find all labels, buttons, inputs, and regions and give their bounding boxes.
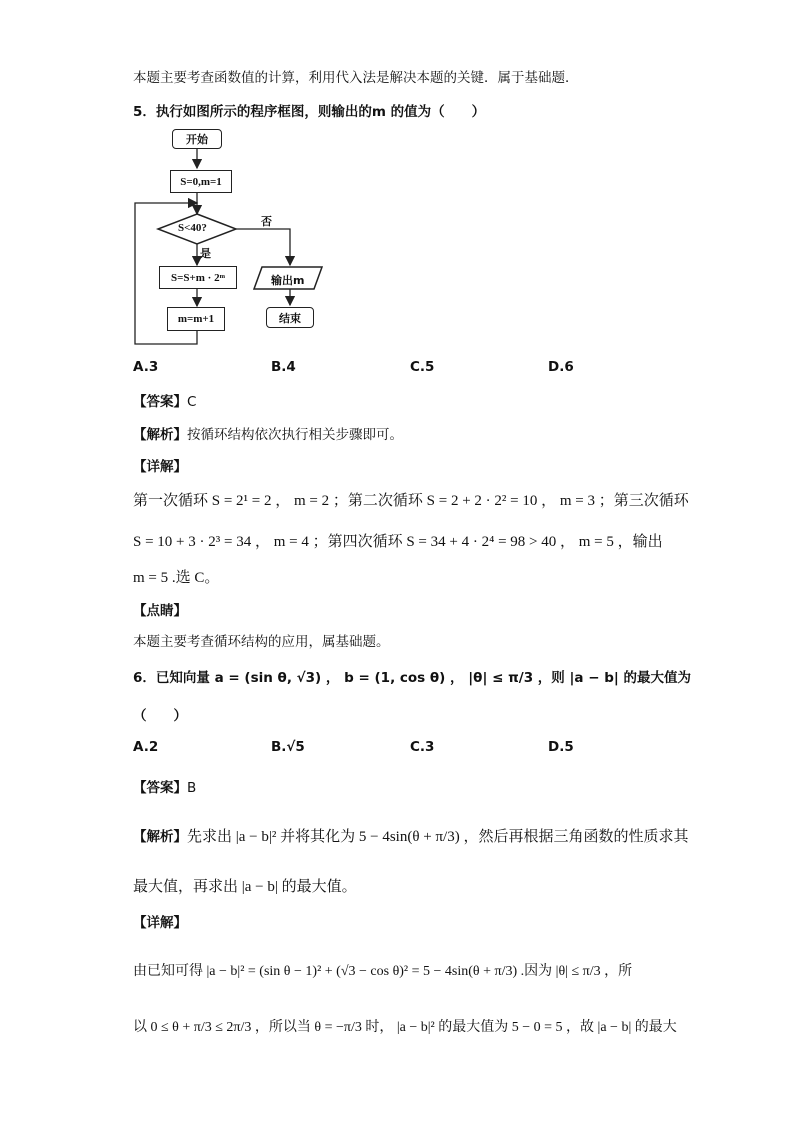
q5-detail-line-2: S = 10 + 3 · 2³ = 34 ， m = 4 ；第四次循环 S = 34 + 4 · 2⁴ = 98 > 40 ， m = 5 ，输出 bbox=[133, 534, 663, 550]
q6-detail-line-1: 由已知可得 |a − b|² = (sin θ − 1)² + (√3 − cos θ)² = 5 − 4sin(θ + π/3) .因为 |θ| ≤ π/3 ，所 bbox=[133, 964, 633, 979]
q6-analysis-line-1 bbox=[133, 825, 688, 846]
q5-option-b: B.4 bbox=[271, 359, 296, 375]
flow-no-label: 否 bbox=[261, 215, 272, 228]
flow-cond: S<40? bbox=[178, 222, 207, 234]
flow-yes-label: 是 bbox=[200, 247, 211, 260]
q6-answer bbox=[133, 776, 196, 796]
q5-analysis-text: 按循环结构依次执行相关步骤即可。 bbox=[187, 427, 403, 443]
flow-update: S=S+m · 2ᵐ bbox=[159, 266, 237, 289]
q6-answer-value: B bbox=[187, 780, 197, 796]
q6-analysis-line-2: 最大值，再求出 |a − b| 的最大值。 bbox=[133, 879, 357, 895]
q6-title: 6．已知向量 a = (sin θ, √3) ， b = (1, cos θ) ， |θ| ≤ π/3 ，则 |a − b| 的最大值为 bbox=[133, 670, 692, 686]
q6-option-b: B.√5 bbox=[271, 739, 305, 755]
q5-title: 5．执行如图所示的程序框图，则输出的m 的值为（ ） bbox=[133, 104, 486, 120]
q5-answer bbox=[133, 390, 196, 410]
q5-analysis bbox=[133, 423, 403, 443]
q6-analysis-text-1: 先求出 |a − b|² 并将其化为 5 − 4sin(θ + π/3) ，然后再根据三角函数的性质求其 bbox=[187, 829, 689, 845]
intro-text: 本题主要考查函数值的计算，利用代入法是解决本题的关键．属于基础题． bbox=[133, 70, 579, 86]
q6-answer-label: 【答案】 bbox=[133, 780, 187, 796]
q5-answer-value: C bbox=[187, 394, 197, 410]
q5-analysis-label: 【解析】 bbox=[133, 427, 187, 443]
q5-answer-label: 【答案】 bbox=[133, 394, 187, 410]
q5-detail-line-3: m = 5 .选 C。 bbox=[133, 570, 220, 586]
flowchart-lines bbox=[0, 0, 794, 360]
q6-paren: （ ） bbox=[133, 708, 187, 724]
q6-option-d: D.5 bbox=[548, 739, 574, 755]
q5-detail-label: 【详解】 bbox=[133, 459, 187, 475]
q6-option-c: C.3 bbox=[410, 739, 435, 755]
q6-analysis-label: 【解析】 bbox=[133, 829, 187, 845]
flow-output: 输出m bbox=[271, 274, 305, 287]
q6-option-a: A.2 bbox=[133, 739, 159, 755]
q5-comment-text: 本题主要考查循环结构的应用，属基础题。 bbox=[133, 634, 390, 650]
flow-init: S=0,m=1 bbox=[170, 170, 232, 193]
q5-option-d: D.6 bbox=[548, 359, 574, 375]
q6-detail-line-2: 以 0 ≤ θ + π/3 ≤ 2π/3 ，所以当 θ = −π/3 时， |a − b|² 的最大值为 5 − 0 = 5 ，故 |a − b| 的最大 bbox=[133, 1020, 677, 1035]
q5-comment-label: 【点睛】 bbox=[133, 603, 187, 619]
q5-detail-line-1: 第一次循环 S = 2¹ = 2 ， m = 2 ；第二次循环 S = 2 + 2 · 2² = 10 ， m = 3 ；第三次循环 bbox=[133, 493, 689, 509]
q5-option-c: C.5 bbox=[410, 359, 435, 375]
q6-detail-label: 【详解】 bbox=[133, 915, 187, 931]
flow-increment: m=m+1 bbox=[167, 307, 225, 331]
q5-option-a: A.3 bbox=[133, 359, 159, 375]
flow-end: 结束 bbox=[266, 307, 314, 328]
flow-start: 开始 bbox=[172, 129, 222, 149]
